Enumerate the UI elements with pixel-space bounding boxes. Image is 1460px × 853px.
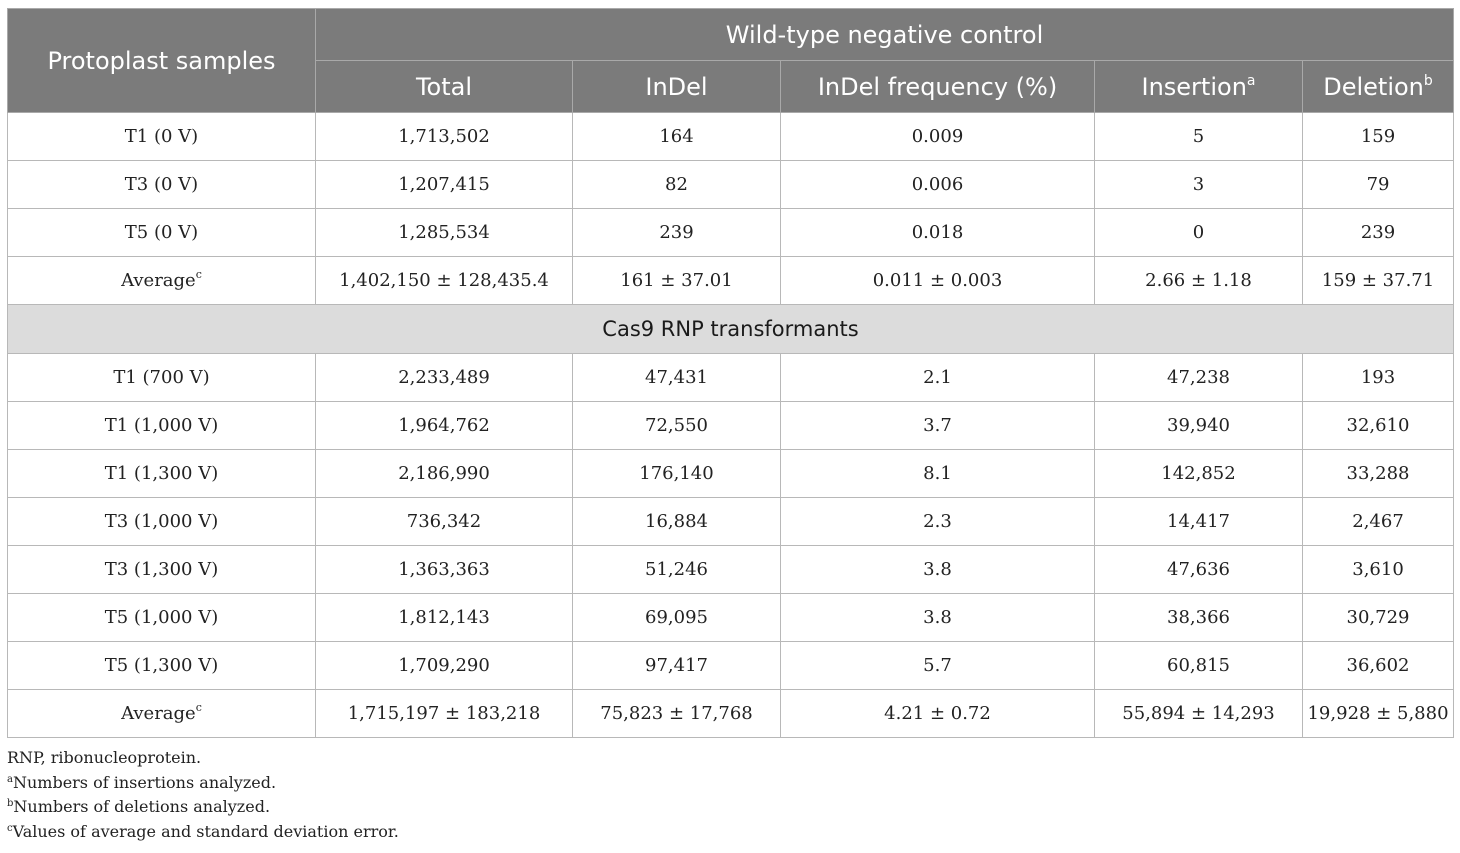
- table-container: [7, 8, 1453, 844]
- cell-sample: Average$^c$: [8, 257, 316, 305]
- table-row-wt-average: [8, 257, 1454, 305]
- header-row-group: [8, 9, 1454, 61]
- table-row-cas9: [8, 402, 1454, 450]
- cell-sample: Average$^c$: [8, 690, 316, 738]
- footnote-item: RNP, ribonucleoprotein.: [7, 748, 202, 767]
- table-row-cas9: [8, 546, 1454, 594]
- cell-deletion: 159 ± 37.71: [1303, 257, 1454, 305]
- cell-sample: T5 (0 V): [8, 209, 316, 257]
- cell-insertion: 14,417: [1095, 498, 1303, 546]
- cell-deletion: 2,467: [1303, 498, 1454, 546]
- header-deletion: Deletion$^b$: [1303, 61, 1454, 113]
- header-indel: InDel: [573, 61, 781, 113]
- footnote-marker: b: [1423, 72, 1433, 89]
- cell-deletion: 3,610: [1303, 546, 1454, 594]
- cell-indel: 75,823 ± 17,768: [573, 690, 781, 738]
- cell-frequency: 0.018: [781, 209, 1095, 257]
- cell-total: 1,709,290: [316, 642, 573, 690]
- header-insertion: Insertion$^a$: [1095, 61, 1303, 113]
- cell-insertion: 3: [1095, 161, 1303, 209]
- cell-frequency: 0.009: [781, 113, 1095, 161]
- cell-frequency: 2.1: [781, 354, 1095, 402]
- cell-total: 1,964,762: [316, 402, 573, 450]
- cell-indel: 47,431: [573, 354, 781, 402]
- table-row-wt: [8, 113, 1454, 161]
- cell-sample: T5 (1,000 V): [8, 594, 316, 642]
- footnote-marker: a: [1246, 72, 1256, 89]
- cell-total: 2,186,990: [316, 450, 573, 498]
- cell-insertion: 5: [1095, 113, 1303, 161]
- cell-indel: 82: [573, 161, 781, 209]
- cell-indel: 161 ± 37.01: [573, 257, 781, 305]
- footnote-item: $^c$Values of average and standard deviation error.: [7, 821, 399, 841]
- table-row-wt: [8, 161, 1454, 209]
- table-row-cas9-average: [8, 690, 1454, 738]
- cell-frequency: 0.011 ± 0.003: [781, 257, 1095, 305]
- cell-frequency: 4.21 ± 0.72: [781, 690, 1095, 738]
- cell-insertion: 2.66 ± 1.18: [1095, 257, 1303, 305]
- cell-total: 2,233,489: [316, 354, 573, 402]
- cell-total: 736,342: [316, 498, 573, 546]
- cell-insertion: 142,852: [1095, 450, 1303, 498]
- cell-insertion: 47,636: [1095, 546, 1303, 594]
- cell-total: 1,713,502: [316, 113, 573, 161]
- section-title: Cas9 RNP transformants: [8, 305, 1454, 354]
- cell-deletion: 19,928 ± 5,880: [1303, 690, 1454, 738]
- cell-total: 1,812,143: [316, 594, 573, 642]
- cell-sample: T1 (1,300 V): [8, 450, 316, 498]
- table-row-cas9: [8, 594, 1454, 642]
- cell-insertion: 55,894 ± 14,293: [1095, 690, 1303, 738]
- cell-total: 1,715,197 ± 183,218: [316, 690, 573, 738]
- cell-frequency: 3.8: [781, 546, 1095, 594]
- cell-frequency: 0.006: [781, 161, 1095, 209]
- cell-insertion: 60,815: [1095, 642, 1303, 690]
- cell-indel: 69,095: [573, 594, 781, 642]
- cell-deletion: 193: [1303, 354, 1454, 402]
- cell-deletion: 30,729: [1303, 594, 1454, 642]
- header-total: Total: [316, 61, 573, 113]
- cell-frequency: 3.7: [781, 402, 1095, 450]
- table-row-cas9: [8, 354, 1454, 402]
- cell-sample: T3 (1,300 V): [8, 546, 316, 594]
- cell-indel: 97,417: [573, 642, 781, 690]
- cell-total: 1,207,415: [316, 161, 573, 209]
- cell-frequency: 5.7: [781, 642, 1095, 690]
- cell-total: 1,402,150 ± 128,435.4: [316, 257, 573, 305]
- cell-indel: 176,140: [573, 450, 781, 498]
- table-row-cas9: [8, 450, 1454, 498]
- cell-sample: T1 (1,000 V): [8, 402, 316, 450]
- indel-table: [7, 8, 1454, 738]
- cell-sample: T3 (1,000 V): [8, 498, 316, 546]
- table-row-cas9: [8, 498, 1454, 546]
- cell-deletion: 239: [1303, 209, 1454, 257]
- table-footnotes: [7, 746, 1453, 844]
- cell-frequency: 8.1: [781, 450, 1095, 498]
- cell-indel: 72,550: [573, 402, 781, 450]
- cell-deletion: 32,610: [1303, 402, 1454, 450]
- cell-deletion: 36,602: [1303, 642, 1454, 690]
- table-row-cas9: [8, 642, 1454, 690]
- cell-indel: 164: [573, 113, 781, 161]
- table-body: [8, 113, 1454, 738]
- cell-total: 1,363,363: [316, 546, 573, 594]
- section-row-cas9: [8, 305, 1454, 354]
- cell-insertion: 0: [1095, 209, 1303, 257]
- cell-indel: 16,884: [573, 498, 781, 546]
- cell-deletion: 159: [1303, 113, 1454, 161]
- header-indel-frequency: InDel frequency (%): [781, 61, 1095, 113]
- cell-frequency: 2.3: [781, 498, 1095, 546]
- cell-indel: 51,246: [573, 546, 781, 594]
- cell-sample: T5 (1,300 V): [8, 642, 316, 690]
- cell-frequency: 3.8: [781, 594, 1095, 642]
- cell-insertion: 39,940: [1095, 402, 1303, 450]
- cell-deletion: 33,288: [1303, 450, 1454, 498]
- cell-sample: T1 (700 V): [8, 354, 316, 402]
- cell-insertion: 47,238: [1095, 354, 1303, 402]
- footnote-item: $^b$Numbers of deletions analyzed.: [7, 797, 271, 816]
- header-wild-type-group: Wild-type negative control: [316, 9, 1454, 61]
- cell-sample: T3 (0 V): [8, 161, 316, 209]
- cell-total: 1,285,534: [316, 209, 573, 257]
- cell-insertion: 38,366: [1095, 594, 1303, 642]
- cell-indel: 239: [573, 209, 781, 257]
- header-protoplast-samples: Protoplast samples: [8, 9, 316, 113]
- table-row-wt: [8, 209, 1454, 257]
- footnote-item: $^a$Numbers of insertions analyzed.: [7, 772, 277, 792]
- cell-deletion: 79: [1303, 161, 1454, 209]
- cell-sample: T1 (0 V): [8, 113, 316, 161]
